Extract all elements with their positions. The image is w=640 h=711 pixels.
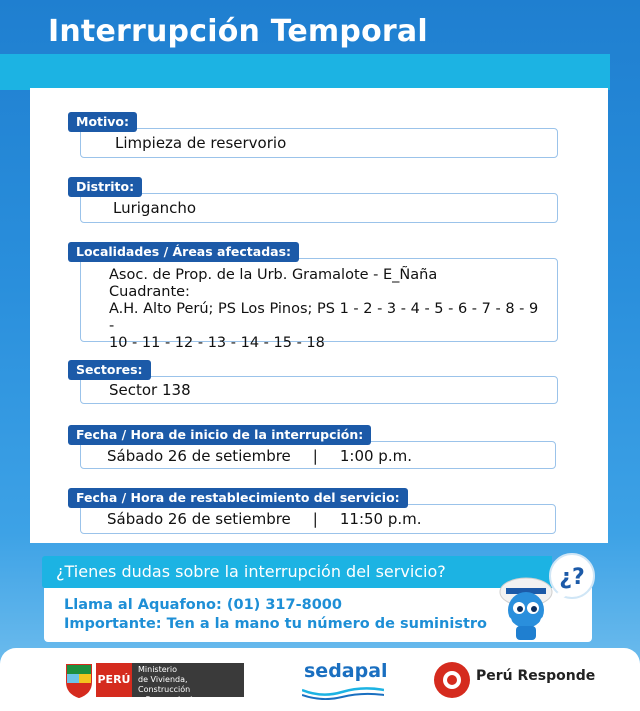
footer-logos	[0, 648, 640, 711]
localidades-line: Asoc. de Prop. de la Urb. Gramalote - E_Ñaña	[109, 267, 438, 283]
ministry-line: y Saneamiento	[138, 695, 199, 704]
motivo-value: Limpieza de reservorio	[115, 134, 287, 152]
restablecimiento-label: Fecha / Hora de restablecimiento del servicio:	[68, 488, 408, 508]
inicio-value	[81, 442, 555, 465]
localidades-line: A.H. Alto Perú; PS Los Pinos; PS 1 - 2 - 3 - 4 - 5 - 6 - 7 - 8 - 9 -	[109, 301, 539, 334]
sectores-value: Sector 138	[109, 381, 191, 399]
motivo-box	[80, 128, 558, 158]
inicio-time: 1:00 p.m.	[339, 447, 412, 465]
distrito-box	[80, 193, 558, 223]
aquafono-line: Llama al Aquafono: (01) 317-8000	[64, 597, 342, 613]
mascot-bubble-text: ¿?	[559, 565, 585, 590]
ministry-logo	[132, 663, 244, 704]
distrito-label: Distrito:	[68, 177, 142, 197]
inicio-box	[80, 441, 556, 469]
restablecimiento-time: 11:50 p.m.	[339, 510, 422, 528]
question-bar: ¿Tienes dudas sobre la interrupción del servicio?	[42, 556, 552, 588]
peru-shield-icon	[64, 662, 94, 698]
important-line: Importante: Ten a la mano tu número de suministro	[64, 616, 487, 632]
sectores-label: Sectores:	[68, 360, 151, 380]
restablecimiento-separator: |	[312, 510, 318, 528]
localidades-label: Localidades / Áreas afectadas:	[68, 242, 299, 262]
localidades-line: Cuadrante:	[109, 284, 190, 300]
restablecimiento-box	[80, 504, 556, 534]
ministry-line: de Vivienda, Construcción	[138, 675, 191, 694]
peru-responde-emblem-icon	[432, 660, 472, 700]
sedapal-wave-icon	[302, 686, 384, 700]
sectores-box	[80, 376, 558, 404]
inicio-separator: |	[312, 447, 318, 465]
inicio-label: Fecha / Hora de inicio de la interrupción:	[68, 425, 371, 445]
localidades-line: 10 - 11 - 12 - 13 - 14 - 15 - 18	[109, 335, 325, 351]
restablecimiento-value	[81, 505, 555, 528]
peru-logo: PERÚ	[96, 663, 132, 697]
restablecimiento-date: Sábado 26 de setiembre	[107, 510, 291, 528]
motivo-label: Motivo:	[68, 112, 137, 132]
peru-responde-logo: Perú Responde	[476, 668, 596, 684]
sedapal-logo: sedapal	[304, 660, 388, 682]
inicio-date: Sábado 26 de setiembre	[107, 447, 291, 465]
ministry-line: Ministerio	[138, 665, 178, 674]
distrito-value: Lurigancho	[113, 199, 197, 217]
localidades-box	[80, 258, 558, 351]
water-drop-mascot-icon	[492, 548, 602, 648]
page-title: Interrupción Temporal	[48, 14, 428, 49]
header-accent-bar	[0, 54, 610, 90]
info-panel	[30, 88, 608, 543]
